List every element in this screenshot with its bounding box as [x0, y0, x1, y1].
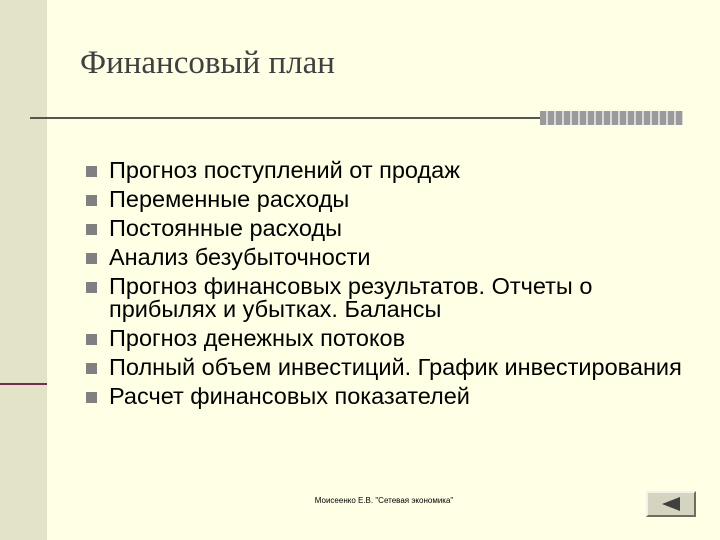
bullet-text: Анализ безубыточности [109, 244, 371, 270]
bullet-item [86, 275, 706, 321]
square-bullet-icon [86, 334, 97, 345]
square-bullet-icon [86, 195, 97, 206]
bullet-item [86, 188, 706, 211]
bullet-text: Расчет финансовых показателей [109, 383, 470, 409]
bullet-item [86, 217, 706, 240]
bullet-text: Прогноз поступлений от продаж [109, 157, 460, 183]
bullet-item [86, 159, 706, 182]
title-divider-bar [540, 111, 683, 125]
bullet-item [86, 356, 706, 379]
bullet-item [86, 246, 706, 269]
triangle-left-icon [662, 497, 680, 511]
bullet-text: Переменные расходы [109, 186, 350, 212]
square-bullet-icon [86, 282, 97, 293]
bullet-item [86, 327, 706, 350]
slide-footer: Моисеенко Е.В. "Сетевая экономика" [314, 496, 454, 505]
bullet-item [86, 385, 706, 408]
square-bullet-icon [86, 363, 97, 374]
bullet-list [86, 159, 706, 414]
slide-title: Финансовый план [80, 45, 335, 81]
bullet-text: Прогноз финансовых результатов. Отчеты о прибылях и убытках. Балансы [109, 273, 593, 322]
bullet-text: Полный объем инвестиций. График инвестирования [109, 354, 682, 380]
bullet-text: Прогноз денежных потоков [109, 325, 406, 351]
square-bullet-icon [86, 224, 97, 235]
side-band [0, 0, 47, 540]
square-bullet-icon [86, 392, 97, 403]
back-button[interactable] [646, 491, 696, 517]
square-bullet-icon [86, 253, 97, 264]
side-accent-line [0, 383, 47, 385]
square-bullet-icon [86, 166, 97, 177]
bullet-text: Постоянные расходы [109, 215, 342, 241]
